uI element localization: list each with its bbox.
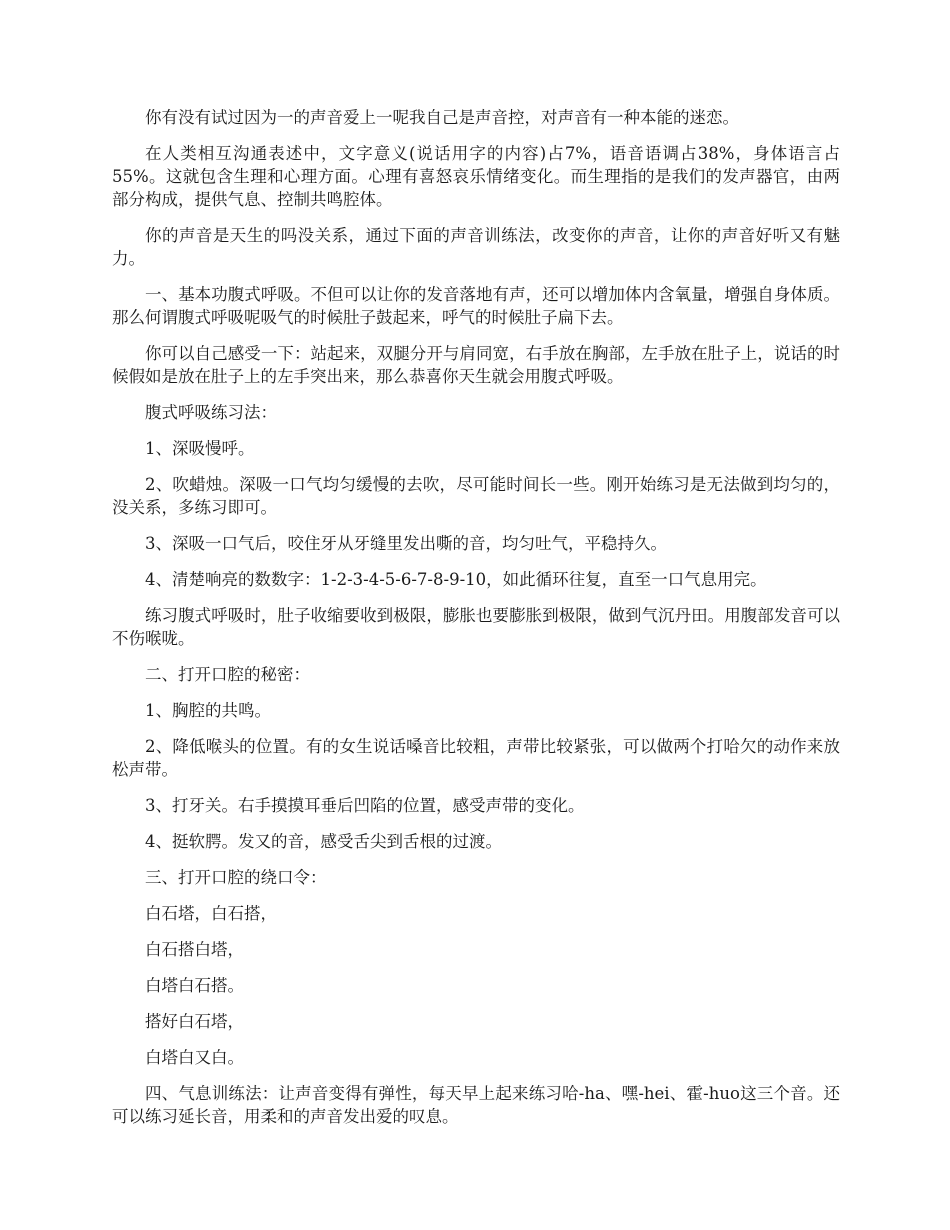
list-item-mouth-1: 1、胸腔的共鸣。 [145,701,271,720]
paragraph-section-3: 三、打开口腔的绕口令： [145,868,327,887]
list-item-mouth-2: 2、降低喉头的位置。有的女生说话嗓音比较粗，声带比较紧张，可以做两个打哈欠的动作来放松声带。 [112,737,840,779]
paragraph-section-4: 四、气息训练法：让声音变得有弹性，每天早上起来练习哈-ha、嘿-hei、霍-huo这三个音。还可以练习延长音，用柔和的声音发出爱的叹息。 [112,1084,840,1126]
paragraph-section-2: 二、打开口腔的秘密： [145,665,310,684]
tongue-twister-line: 白石塔，白石搭， [145,904,277,923]
paragraph-breathing-heading: 腹式呼吸练习法： [145,403,277,422]
paragraph-communication-stats: 在人类相互沟通表述中，文字意义(说话用字的内容)占7%，语音语调占38%，身体语言占55%。这就包含生理和心理方面。心理有喜怒哀乐情绪变化。而生理指的是我们的发声器官，由两部分构成，提供气息、控制共鸣腔体。 [112,144,840,209]
list-item-breathing-3: 3、深吸一口气后，咬住牙从牙缝里发出嘶的音，均匀吐气，平稳持久。 [145,534,667,553]
tongue-twister-line: 白石搭白塔， [145,940,244,959]
paragraph-breathing-tip: 练习腹式呼吸时，肚子收缩要收到极限，膨胀也要膨胀到极限，做到气沉丹田。用腹部发音可以不伤喉咙。 [112,606,840,648]
document-page [112,106,840,1141]
list-item-breathing-1: 1、深吸慢呼。 [145,439,255,458]
list-item-mouth-3: 3、打牙关。右手摸摸耳垂后凹陷的位置，感受声带的变化。 [145,796,585,815]
list-item-breathing-4: 4、清楚响亮的数数字：1-2-3-4-5-6-7-8-9-10，如此循环往复，直至一口气息用完。 [145,570,767,589]
paragraph-self-check: 你可以自己感受一下：站起来，双腿分开与肩同宽，右手放在胸部，左手放在肚子上，说话的时候假如是放在肚子上的左手突出来，那么恭喜你天生就会用腹式呼吸。 [112,344,840,386]
list-item-mouth-4: 4、挺软腭。发又的音，感受舌尖到舌根的过渡。 [145,832,502,851]
tongue-twister-line: 白塔白又白。 [145,1048,244,1067]
tongue-twister-line: 搭好白石塔， [145,1012,244,1031]
paragraph-voice-training: 你的声音是天生的吗没关系，通过下面的声音训练法，改变你的声音，让你的声音好听又有魅力。 [112,226,840,268]
tongue-twister-line: 白塔白石搭。 [145,976,244,995]
list-item-breathing-2: 2、吹蜡烛。深吸一口气均匀缓慢的去吹，尽可能时间长一些。刚开始练习是无法做到均匀的，没关系，多练习即可。 [112,475,840,517]
paragraph-intro: 你有没有试过因为一的声音爱上一呢我自己是声音控，对声音有一种本能的迷恋。 [145,108,739,127]
paragraph-section-1: 一、基本功腹式呼吸。不但可以让你的发音落地有声，还可以增加体内含氧量，增强自身体质。那么何谓腹式呼吸呢吸气的时候肚子鼓起来，呼气的时候肚子扁下去。 [112,285,840,327]
